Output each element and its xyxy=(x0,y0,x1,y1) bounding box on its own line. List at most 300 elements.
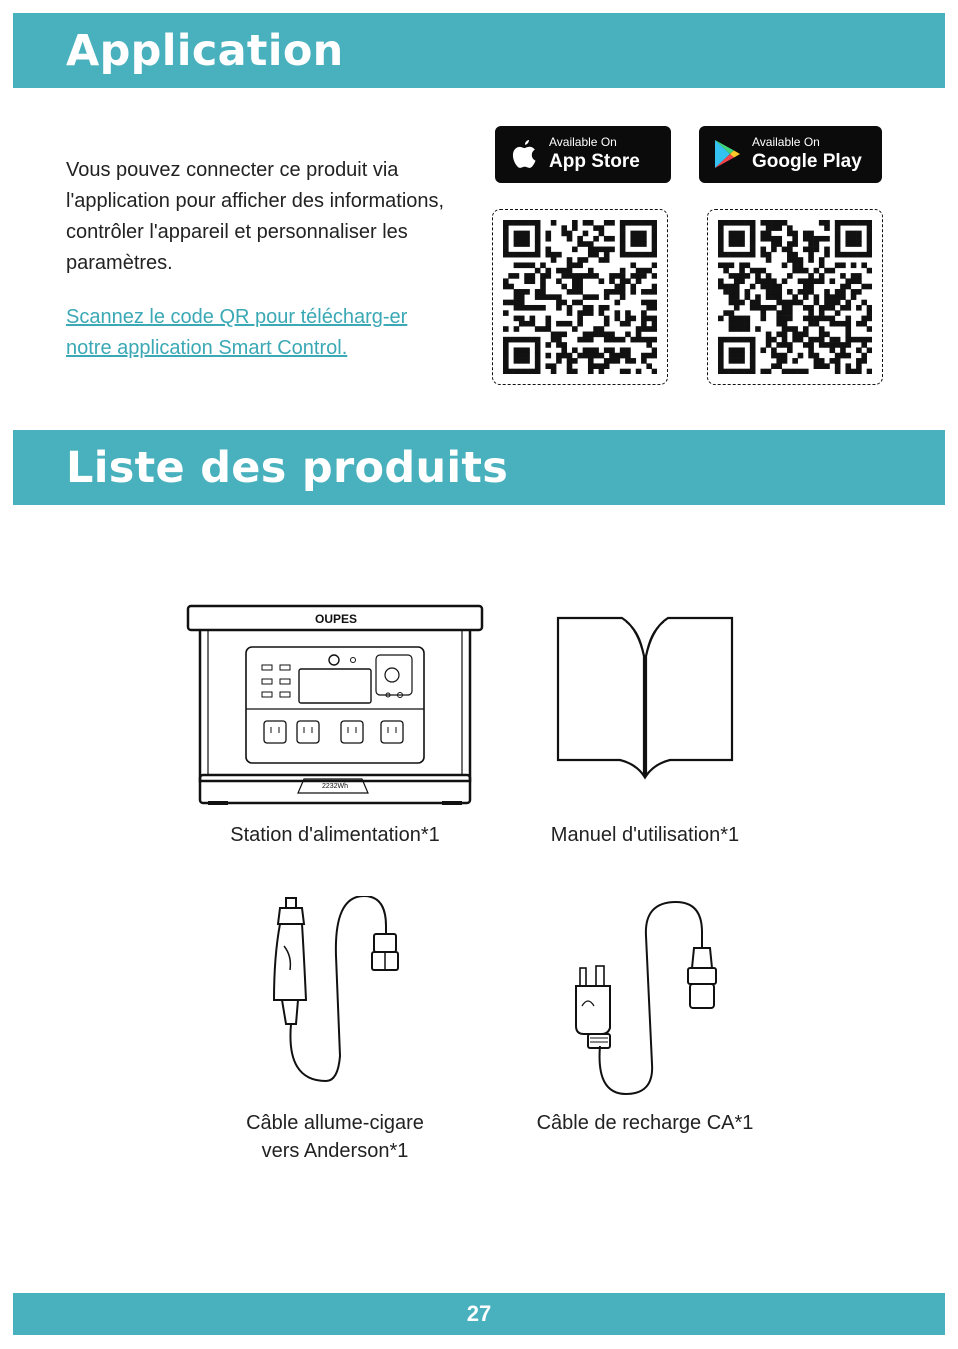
qr-module xyxy=(583,332,589,338)
qr-module xyxy=(750,241,756,247)
qr-module xyxy=(723,337,729,343)
qr-module xyxy=(851,289,857,295)
qr-module xyxy=(835,247,841,253)
qr-module xyxy=(535,231,541,237)
qr-module xyxy=(723,220,729,226)
qr-module xyxy=(787,316,793,322)
qr-module xyxy=(540,262,546,268)
qr-module xyxy=(561,347,567,353)
qr-module xyxy=(718,278,724,284)
qr-module xyxy=(819,316,825,322)
qr-module xyxy=(524,220,530,226)
qr-module xyxy=(856,252,862,258)
qr-module xyxy=(867,241,872,247)
qr-module xyxy=(718,262,724,268)
qr-module xyxy=(845,300,851,306)
qr-module xyxy=(530,262,536,268)
qr-module xyxy=(519,252,525,258)
qr-module xyxy=(787,231,793,237)
qr-module xyxy=(750,284,756,290)
ac-charging-cable-illustration xyxy=(574,896,724,1105)
qr-module xyxy=(583,294,589,300)
products-title: Liste des produits xyxy=(66,442,509,493)
qr-module xyxy=(814,316,820,322)
qr-module xyxy=(803,278,809,284)
qr-module xyxy=(776,284,782,290)
qr-module xyxy=(646,342,652,348)
qr-module xyxy=(514,358,520,364)
qr-module xyxy=(545,353,551,359)
cigarette-lighter-cable-illustration xyxy=(268,896,408,1091)
qr-module xyxy=(782,332,788,338)
qr-module xyxy=(508,220,514,226)
qr-module xyxy=(782,342,788,348)
qr-module xyxy=(840,353,846,359)
qr-module xyxy=(745,326,751,332)
qr-module xyxy=(776,332,782,338)
qr-module xyxy=(792,257,798,263)
qr-module xyxy=(851,273,857,279)
qr-module xyxy=(609,278,615,284)
qr-module xyxy=(808,231,814,237)
qr-module xyxy=(867,337,872,343)
qr-module xyxy=(545,273,551,279)
qr-module xyxy=(782,247,788,253)
qr-module xyxy=(782,300,788,306)
qr-module xyxy=(599,225,605,231)
qr-module xyxy=(583,347,589,353)
qr-module xyxy=(718,347,724,353)
qr-module xyxy=(851,220,857,226)
cigarette-cable-label-text: Câble allume-cigare vers Anderson*1 xyxy=(246,1112,424,1162)
qr-module xyxy=(840,294,846,300)
qr-module xyxy=(577,316,583,322)
qr-module xyxy=(641,273,647,279)
qr-module xyxy=(734,273,740,279)
qr-module xyxy=(808,316,814,322)
qr-module xyxy=(824,225,830,231)
qr-module xyxy=(845,321,851,327)
qr-module xyxy=(782,369,788,374)
qr-module xyxy=(819,332,825,338)
qr-module xyxy=(851,252,857,258)
qr-module xyxy=(782,353,788,359)
qr-module xyxy=(577,262,583,268)
qr-module xyxy=(540,284,546,290)
qr-module xyxy=(641,236,647,242)
qr-module xyxy=(567,363,573,369)
qr-module xyxy=(583,310,589,316)
qr-module xyxy=(803,316,809,322)
qr-module xyxy=(766,289,772,295)
qr-module xyxy=(771,289,777,295)
qr-module xyxy=(760,278,766,284)
qr-module xyxy=(734,294,740,300)
qr-module xyxy=(545,231,551,237)
qr-module xyxy=(615,300,621,306)
qr-module xyxy=(503,342,509,348)
qr-module xyxy=(830,300,836,306)
qr-module xyxy=(718,369,724,374)
qr-module xyxy=(824,300,830,306)
qr-module xyxy=(739,321,745,327)
qr-module xyxy=(593,332,599,338)
qr-module xyxy=(851,262,857,268)
qr-module xyxy=(782,278,788,284)
qr-module xyxy=(646,289,652,295)
qr-module xyxy=(577,284,583,290)
cigarette-cable-label xyxy=(175,1109,495,1165)
qr-module xyxy=(861,316,867,322)
qr-module xyxy=(819,220,825,226)
qr-module xyxy=(535,337,541,343)
qr-module xyxy=(755,300,761,306)
qr-module xyxy=(630,236,636,242)
qr-module xyxy=(519,231,525,237)
qr-module xyxy=(755,278,761,284)
qr-module xyxy=(798,289,804,295)
app-store-badge[interactable] xyxy=(495,126,671,183)
google-play-label: Google Play xyxy=(752,151,862,172)
qr-module xyxy=(840,284,846,290)
qr-module xyxy=(861,353,867,359)
qr-module xyxy=(551,332,557,338)
qr-module xyxy=(787,225,793,231)
qr-module xyxy=(776,321,782,327)
qr-module xyxy=(867,326,872,332)
qr-module xyxy=(808,337,814,343)
qr-module xyxy=(745,369,751,374)
qr-module xyxy=(729,273,735,279)
qr-module xyxy=(556,305,562,311)
qr-module xyxy=(561,231,567,237)
qr-module xyxy=(787,347,793,353)
qr-module xyxy=(535,241,541,247)
qr-module xyxy=(604,305,610,311)
qr-module xyxy=(808,241,814,247)
qr-module xyxy=(819,236,825,242)
qr-module xyxy=(787,305,793,311)
qr-module xyxy=(734,231,740,237)
qr-module xyxy=(734,369,740,374)
qr-module xyxy=(625,316,631,322)
capacity-label: 2232Wh xyxy=(321,783,349,790)
qr-module xyxy=(835,310,841,316)
qr-module xyxy=(808,342,814,348)
intro-text: Vous pouvez connecter ce produit via l'application pour afficher des informations, contrôler l'appareil et personnaliser les paramètres. xyxy=(66,159,445,274)
qr-module xyxy=(824,252,830,258)
qr-module xyxy=(588,358,594,364)
qr-module xyxy=(620,231,626,237)
qr-module xyxy=(609,353,615,359)
qr-module xyxy=(556,294,562,300)
qr-module xyxy=(508,369,514,374)
qr-module xyxy=(641,337,647,343)
qr-module xyxy=(718,337,724,343)
qr-module xyxy=(845,220,851,226)
qr-module xyxy=(766,257,772,263)
qr-module xyxy=(771,278,777,284)
qr-module xyxy=(561,225,567,231)
qr-module xyxy=(787,273,793,279)
qr-module xyxy=(766,342,772,348)
qr-module xyxy=(840,342,846,348)
qr-module xyxy=(824,316,830,322)
qr-module xyxy=(729,241,735,247)
qr-module xyxy=(776,342,782,348)
qr-module xyxy=(739,220,745,226)
qr-module xyxy=(814,236,820,242)
qr-module xyxy=(530,305,536,311)
qr-module xyxy=(615,316,621,322)
qr-module xyxy=(851,236,857,242)
qr-module xyxy=(503,310,509,316)
qr-module xyxy=(856,369,862,374)
qr-module xyxy=(615,358,621,364)
qr-module xyxy=(508,273,514,279)
qr-module xyxy=(583,305,589,311)
qr-module xyxy=(609,247,615,253)
qr-module xyxy=(734,326,740,332)
qr-module xyxy=(588,252,594,258)
qr-module xyxy=(503,252,509,258)
qr-module xyxy=(750,337,756,343)
qr-module xyxy=(729,300,735,306)
qr-module xyxy=(760,369,766,374)
qr-module xyxy=(803,305,809,311)
qr-module xyxy=(652,300,657,306)
google-play-qr-code[interactable] xyxy=(707,209,883,385)
qr-module xyxy=(723,252,729,258)
qr-module xyxy=(867,220,872,226)
qr-module xyxy=(718,358,724,364)
qr-module xyxy=(867,247,872,253)
qr-module xyxy=(723,262,729,268)
qr-module xyxy=(745,220,751,226)
qr-module xyxy=(739,236,745,242)
qr-module xyxy=(567,262,573,268)
qr-module xyxy=(604,294,610,300)
qr-module xyxy=(572,326,578,332)
google-play-badge[interactable] xyxy=(699,126,882,183)
qr-module xyxy=(604,316,610,322)
qr-module xyxy=(588,347,594,353)
qr-module xyxy=(646,363,652,369)
qr-module xyxy=(819,337,825,343)
qr-module xyxy=(593,247,599,253)
qr-module xyxy=(734,278,740,284)
qr-module xyxy=(734,300,740,306)
qr-module xyxy=(588,363,594,369)
qr-module xyxy=(792,332,798,338)
qr-module xyxy=(851,369,857,374)
qr-module xyxy=(830,342,836,348)
qr-module xyxy=(577,289,583,295)
app-store-qr-code[interactable] xyxy=(492,209,668,385)
qr-module xyxy=(750,353,756,359)
qr-module xyxy=(787,326,793,332)
qr-module xyxy=(845,363,851,369)
qr-module xyxy=(835,369,841,374)
qr-module xyxy=(652,236,657,242)
qr-module xyxy=(514,273,520,279)
qr-module xyxy=(630,231,636,237)
qr-module xyxy=(561,321,567,327)
qr-module xyxy=(830,294,836,300)
qr-module xyxy=(718,353,724,359)
qr-module xyxy=(593,363,599,369)
qr-module xyxy=(620,353,626,359)
qr-module xyxy=(718,252,724,258)
qr-module xyxy=(739,252,745,258)
app-store-small-text: Available On xyxy=(549,135,617,149)
qr-module xyxy=(588,310,594,316)
qr-module xyxy=(508,337,514,343)
qr-module xyxy=(636,332,642,338)
qr-module xyxy=(630,358,636,364)
qr-module xyxy=(609,332,615,338)
qr-module xyxy=(551,363,557,369)
qr-module xyxy=(588,369,594,374)
qr-module xyxy=(729,337,735,343)
qr-module xyxy=(572,358,578,364)
qr-module xyxy=(824,220,830,226)
qr-module xyxy=(808,305,814,311)
qr-module xyxy=(808,257,814,263)
qr-module xyxy=(835,358,841,364)
qr-module xyxy=(718,247,724,253)
qr-module xyxy=(604,247,610,253)
qr-module xyxy=(524,353,530,359)
qr-module xyxy=(718,220,724,226)
qr-module xyxy=(577,257,583,263)
qr-module xyxy=(551,257,557,263)
qr-module xyxy=(734,353,740,359)
qr-module xyxy=(641,220,647,226)
qr-module xyxy=(760,310,766,316)
qr-module xyxy=(787,369,793,374)
qr-module xyxy=(771,247,777,253)
qr-module xyxy=(734,316,740,322)
qr-code-image xyxy=(503,220,657,374)
qr-module xyxy=(840,305,846,311)
qr-module xyxy=(771,347,777,353)
qr-module xyxy=(835,294,841,300)
qr-module xyxy=(519,236,525,242)
qr-module xyxy=(782,321,788,327)
qr-module xyxy=(604,236,610,242)
qr-module xyxy=(630,262,636,268)
qr-module xyxy=(787,247,793,253)
qr-module xyxy=(814,353,820,359)
qr-module xyxy=(840,273,846,279)
qr-module xyxy=(519,369,525,374)
ac-cable-label: Câble de recharge CA*1 xyxy=(536,1112,754,1134)
qr-module xyxy=(856,278,862,284)
qr-module xyxy=(545,252,551,258)
qr-module xyxy=(792,300,798,306)
qr-module xyxy=(808,284,814,290)
qr-module xyxy=(792,231,798,237)
qr-module xyxy=(771,284,777,290)
qr-module xyxy=(551,294,557,300)
qr-module xyxy=(577,310,583,316)
qr-module xyxy=(760,252,766,258)
qr-module xyxy=(593,273,599,279)
qr-module xyxy=(861,252,867,258)
qr-module xyxy=(519,353,525,359)
qr-module xyxy=(750,236,756,242)
qr-module xyxy=(652,369,657,374)
qr-module xyxy=(514,231,520,237)
qr-module xyxy=(835,236,841,242)
qr-module xyxy=(588,353,594,359)
qr-module xyxy=(540,278,546,284)
qr-module xyxy=(646,252,652,258)
qr-module xyxy=(776,310,782,316)
qr-module xyxy=(620,278,626,284)
qr-module xyxy=(519,262,525,268)
qr-module xyxy=(776,316,782,322)
qr-module xyxy=(830,268,836,274)
qr-module xyxy=(620,284,626,290)
qr-module xyxy=(604,337,610,343)
qr-module xyxy=(604,257,610,263)
qr-module xyxy=(729,310,735,316)
qr-module xyxy=(535,326,541,332)
qr-module xyxy=(734,284,740,290)
qr-module xyxy=(851,337,857,343)
qr-module xyxy=(808,310,814,316)
qr-module xyxy=(652,247,657,253)
qr-module xyxy=(798,337,804,343)
qr-module xyxy=(845,305,851,311)
qr-module xyxy=(530,337,536,343)
qr-module xyxy=(739,358,745,364)
qr-module xyxy=(514,369,520,374)
qr-module xyxy=(723,284,729,290)
qr-module xyxy=(766,225,772,231)
qr-module xyxy=(760,231,766,237)
qr-module xyxy=(524,262,530,268)
qr-module xyxy=(861,342,867,348)
qr-module xyxy=(583,241,589,247)
qr-module xyxy=(861,262,867,268)
qr-module xyxy=(514,326,520,332)
qr-module xyxy=(808,353,814,359)
download-app-link[interactable]: Scannez le code QR pour télécharg-er notre application Smart Control. xyxy=(66,306,408,359)
qr-module xyxy=(535,353,541,359)
qr-module xyxy=(599,278,605,284)
qr-module xyxy=(630,252,636,258)
qr-module xyxy=(771,220,777,226)
qr-module xyxy=(835,363,841,369)
qr-module xyxy=(867,369,872,374)
qr-module xyxy=(535,358,541,364)
qr-module xyxy=(734,337,740,343)
qr-module xyxy=(556,332,562,338)
qr-module xyxy=(845,284,851,290)
qr-module xyxy=(535,247,541,253)
qr-module xyxy=(856,305,862,311)
qr-module xyxy=(625,347,631,353)
qr-module xyxy=(750,268,756,274)
qr-module xyxy=(503,353,509,359)
qr-module xyxy=(508,300,514,306)
qr-module xyxy=(630,273,636,279)
qr-module xyxy=(729,262,735,268)
qr-module xyxy=(519,305,525,311)
